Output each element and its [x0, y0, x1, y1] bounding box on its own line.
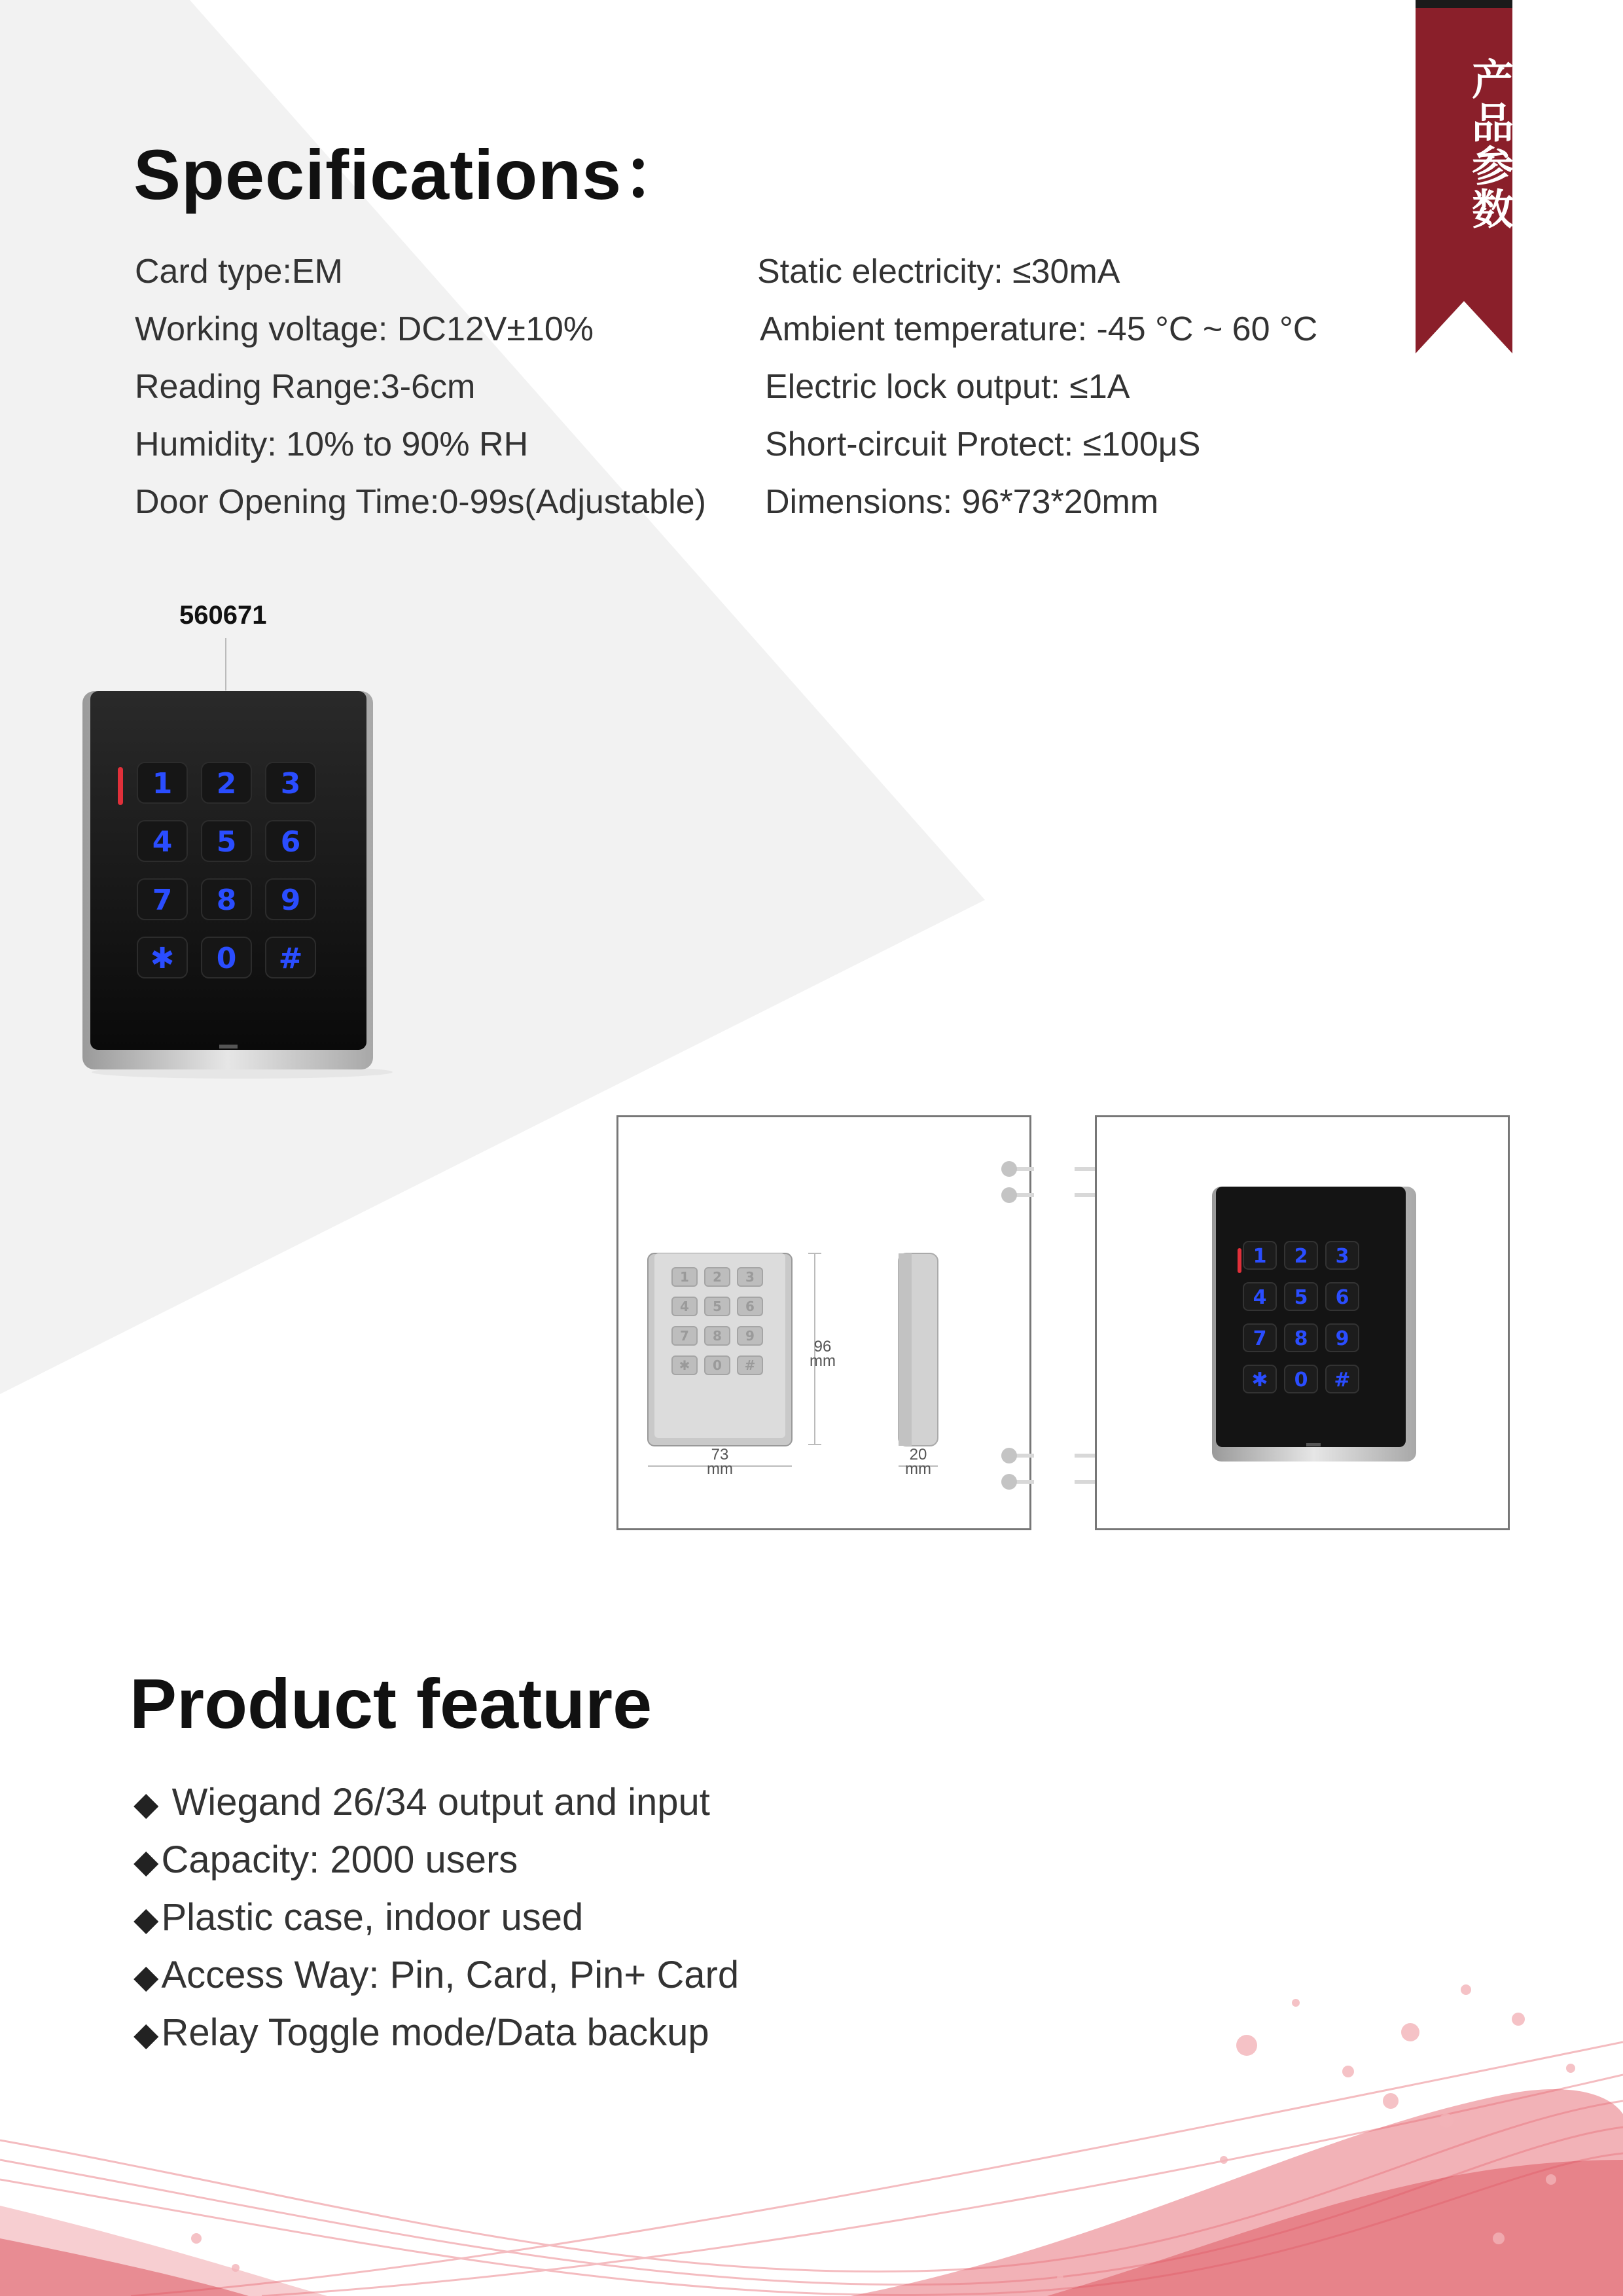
spec-item: Reading Range:3-6cm [135, 368, 476, 406]
keypad-key-label: ✱ [679, 1357, 690, 1374]
keypad-key-label: 0 [1294, 1368, 1308, 1391]
leader-line [225, 638, 226, 691]
feature-item: ◆Access Way: Pin, Card, Pin+ Card [134, 1948, 739, 2005]
keypad-key-label: 1 [680, 1269, 689, 1285]
dimension-drawing [618, 1117, 1029, 1528]
keypad-key-label: 3 [1335, 1244, 1349, 1268]
keypad-key-label: 5 [1294, 1285, 1308, 1309]
diamond-bullet-icon: ◆ [134, 2016, 159, 2053]
spec-item: Electric lock output: ≤1A [765, 368, 1130, 406]
spec-item: Working voltage: DC12V±10% [135, 310, 594, 348]
spec-item: Ambient temperature: -45 °C ~ 60 °C [760, 310, 1318, 348]
feature-item: ◆ Wiegand 26/34 output and input [134, 1775, 739, 1833]
spec-list-left [135, 247, 706, 535]
diamond-bullet-icon: ◆ [134, 1843, 159, 1880]
spec-item: Dimensions: 96*73*20mm [765, 483, 1159, 521]
spec-item: Card type:EM [135, 253, 343, 291]
keypad-key-label: 8 [713, 1328, 722, 1344]
height-dimension: 96 mm [810, 1338, 836, 1370]
feature-item: ◆Relay Toggle mode/Data backup [134, 2005, 739, 2063]
keypad-key-label: 6 [745, 1299, 755, 1315]
dimension-drawing-frame [616, 1115, 1031, 1530]
spec-item: Static electricity: ≤30mA [757, 253, 1120, 291]
keypad-key-label: ✱ [150, 941, 175, 975]
features-title: Product feature [130, 1664, 652, 1743]
keypad-key-label: 1 [1253, 1244, 1267, 1268]
diamond-bullet-icon: ◆ [134, 1901, 159, 1937]
keypad-key-label: 7 [1253, 1327, 1267, 1350]
keypad-key-label: 6 [280, 825, 301, 859]
keypad-key-label: 7 [152, 883, 173, 917]
keypad-key-label: 8 [216, 883, 237, 917]
keypad-key-label: 9 [1335, 1327, 1349, 1350]
keypad-device-photo [1097, 1117, 1508, 1528]
keypad-key-label: 0 [216, 941, 237, 975]
ribbon-label: 产品参数 [1465, 58, 1513, 230]
specifications-title: Specifications： [134, 135, 694, 214]
spec-item: Door Opening Time:0-99s(Adjustable) [135, 483, 706, 521]
depth-dimension: 20 mm [905, 1446, 931, 1478]
keypad-key-label: 5 [216, 825, 237, 859]
keypad-key-label: 0 [713, 1357, 722, 1374]
model-number: 560671 [179, 601, 267, 630]
spec-list-right [757, 247, 1317, 535]
keypad-key-label: 3 [280, 766, 301, 800]
keypad-key-label: 2 [1294, 1244, 1308, 1268]
keypad-key-label: 5 [713, 1299, 722, 1315]
keypad-key-label: 3 [745, 1269, 755, 1285]
keypad-key-label: # [1334, 1368, 1351, 1391]
diamond-bullet-icon: ◆ [134, 1958, 159, 1995]
keypad-key-label: 4 [680, 1299, 689, 1315]
feature-item: ◆Plastic case, indoor used [134, 1890, 739, 1948]
keypad-key-label: ✱ [1251, 1368, 1268, 1391]
keypad-key-label: # [278, 941, 303, 975]
diamond-bullet-icon: ◆ [134, 1785, 159, 1822]
feature-item: ◆Capacity: 2000 users [134, 1833, 739, 1890]
keypad-device-image [79, 687, 406, 1080]
keypad-key-label: # [744, 1357, 756, 1374]
product-photo-frame [1095, 1115, 1510, 1530]
spec-item: Humidity: 10% to 90% RH [135, 425, 529, 463]
keypad-key-label: 2 [216, 766, 237, 800]
keypad-key-label: 9 [745, 1328, 755, 1344]
keypad-key-label: 4 [1253, 1285, 1267, 1309]
keypad-key-label: 6 [1335, 1285, 1349, 1309]
keypad-key-label: 1 [152, 766, 173, 800]
keypad-key-label: 9 [280, 883, 301, 917]
keypad-key-label: 4 [152, 825, 173, 859]
width-dimension: 73 mm [707, 1446, 733, 1478]
keypad-key-label: 8 [1294, 1327, 1308, 1350]
decorative-wave [0, 1964, 1623, 2296]
spec-item: Short-circuit Protect: ≤100μS [765, 425, 1201, 463]
keypad-key-label: 7 [680, 1328, 689, 1344]
keypad-key-label: 2 [713, 1269, 722, 1285]
